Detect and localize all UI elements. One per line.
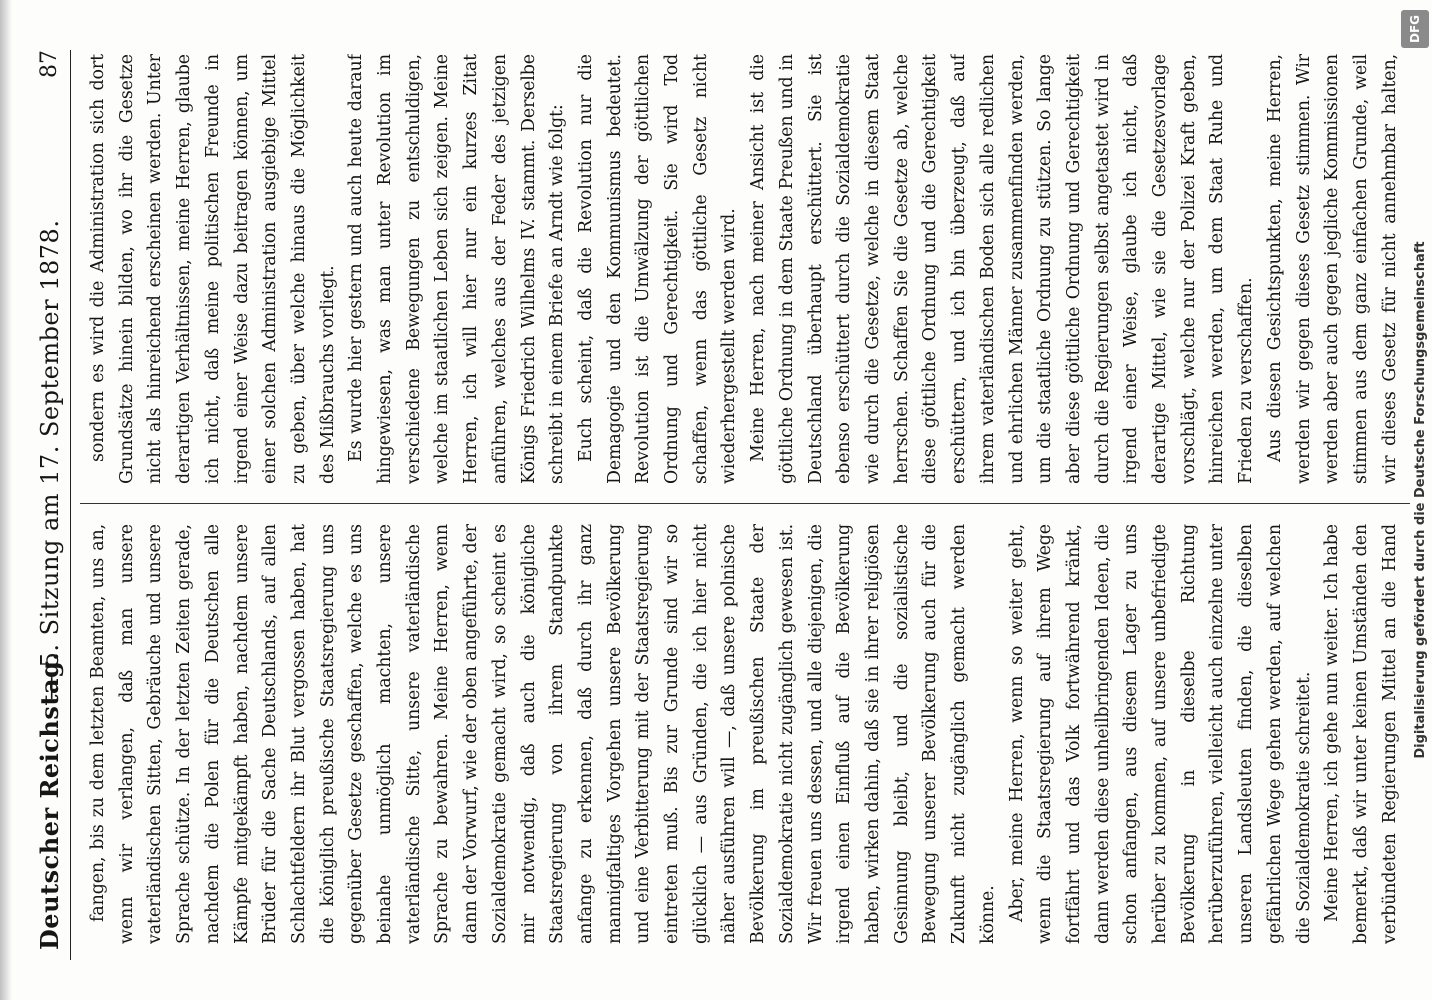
column-divider xyxy=(80,503,1410,504)
page-header xyxy=(30,50,71,960)
dfg-logo: DFG xyxy=(1401,10,1429,48)
scan-edge-shadow xyxy=(0,0,12,1000)
paragraph: fangen, bis zu dem letzten Beamten, uns an, wenn wir verlangen, daß man unsere vaterländischen Sitten, Gebräuche und unsere Sprache schütze. In der letzten Zeiten gerade, nachdem die Polen für die Deutschen alle Kämpfe mitgekämpft haben, nachdem unsere Brüder für die Sache Deutschlands, auf allen Schlachtfeldern ihr Blut vergossen haben, hat die königlich preußische Staatsregierung uns gegenüber Gesetze geschaffen, welche es uns beinahe unmöglich machten, unsere vaterländische Sitte, unsere vaterländische Sprache zu bewahren. Meine Herren, wenn dann der Vorwurf, wie der oben angeführte, der Sozialdemokratie gemacht wird, so scheint es mir notwendig, daß auch die königliche Staatsregierung von ihrem Standpunkte anfange zu erkennen, daß durch ihr ganz mannigfaltiges Vorgehen unsere Bevölkerung und eine Verbitterung mit der Staatsregierung eintreten muß. Bis zur Grunde sind wir so glücklich — aus Gründen, die ich hier nicht näher ausführen will —, daß unsere polnische Bevölkerung im preußischen Staate der Sozialdemokratie nicht zugänglich gewesen ist. Wir freuen uns dessen, und alle diejenigen, die irgend einen Einfluß auf die Bevölkerung haben, wirken dahin, daß sie in ihrer religiösen Gesinnung bleibt, und die sozialistische Bewegung unserer Bevölkerung auch für die Zukunft nicht zugänglich gemacht werden könne. xyxy=(88,524,998,944)
quotation: Euch scheint, daß die Revolution nur die Demagogie und den Kommunismus bedeutet. Revolution ist die Umwälzung der göttlichen Ordnung und Gerechtigkeit. Sie wird Tod schaffen, wenn das göttliche Gesetz nicht wiederhergestellt werden wird. xyxy=(575,54,740,484)
paragraph: Meine Herren, nach meiner Ansicht ist die göttliche Ordnung in dem Staate Preußen und in Deutschland überhaupt erschüttert. Sie ist ebenso erschüttert durch die Sozialdemokratie wie durch die Gesetze, welche in diesem Staat herrschen. Schaffen Sie die Gesetze ab, welche diese göttliche Ordnung und die Gerechtigkeit erschüttern, und ich bin überzeugt, daß auf ihrem vaterländischen Boden sich alle redlichen und ehrlichen Männer zusammenfinden werden, um die staatliche Ordnung zu stützen. So lange aber diese göttliche Ordnung und Gerechtigkeit durch die Regierungen selbst angetastet wird in irgend einer Weise, glaube ich nicht, daß derartige Mittel, wie sie die Gesetzesvorlage vorschlägt, welche nur der Polizei Kraft geben, hinreichen werden, um dem Staat Ruhe und Frieden zu verschaffen. xyxy=(748,54,1257,484)
paragraph: Es wurde hier gestern und auch heute darauf hingewiesen, was man unter Revolution im verschiedene Bewegungen zu entschuldigen, welche im staatlichen Leben sich zeigen. Meine Herren, ich will hier nur ein kurzes Zitat anführen, welches aus der Feder des jetzigen Königs Friedrich Wilhelms IV. stammt. Derselbe schreibt in einem Briefe an Arndt wie folgt: xyxy=(346,54,568,484)
paragraph: sondern es wird die Administration sich dort Grundsätze hinein bilden, wo ihr die Gesetze nicht als hinreichend erscheinen werden. Unter derartigen Verhältnissen, meine Herren, glaube ich nicht, daß meine politischen Freunde in irgend einer Weise dazu beitragen können, um einer solchen Administration ausgiebige Mittel zu geben, über welche hinaus die Möglichkeit des Mißbrauchs vorliegt. xyxy=(88,54,338,484)
session-title: — 5. Sitzung am 17. September 1878. xyxy=(36,219,64,700)
paragraph: Aus diesen Gesichtspunkten, meine Herren, werden wir gegen dieses Gesetz stimmen. Wir werden aber auch gegen jegliche Kommissionen stimmen aus dem ganz einfachen Grunde, weil wir dieses Gesetz für nicht annehmbar halten, xyxy=(1264,54,1400,484)
paragraph: Meine Herren, ich gehe nun weiter. Ich habe bemerkt, daß wir unter keinen Umständen den verbündeten Regierungen Mittel an die Hand xyxy=(1322,524,1400,944)
journal-title: Deutscher Reichstag. xyxy=(35,651,64,950)
text-column-right xyxy=(84,54,1404,484)
text-column-left xyxy=(84,524,1404,944)
digitization-note: Digitalisierung gefördert durch die Deutsche Forschungsgemeinschaft xyxy=(1413,241,1428,759)
paragraph: Aber, meine Herren, wenn so weiter geht, wenn die Staatsregierung auf ihrem Wege fortfährt und das Volk fortwährend kränkt, dann werden diese unheilbringenden Ideen, die schon anfangen, aus diesem Lager zu uns herüber zu kommen, auf unsere unbefriedigte Bevölkerung in dieselbe Richtung herüberzuführen, vielleicht auch einzelne unter unseren Landsleuten finden, die dieselben gefährlichen Wege gehen werden, auf welchen die Sozialdemokratie schreitet. xyxy=(1006,524,1314,944)
page-number: 87 xyxy=(37,50,62,78)
